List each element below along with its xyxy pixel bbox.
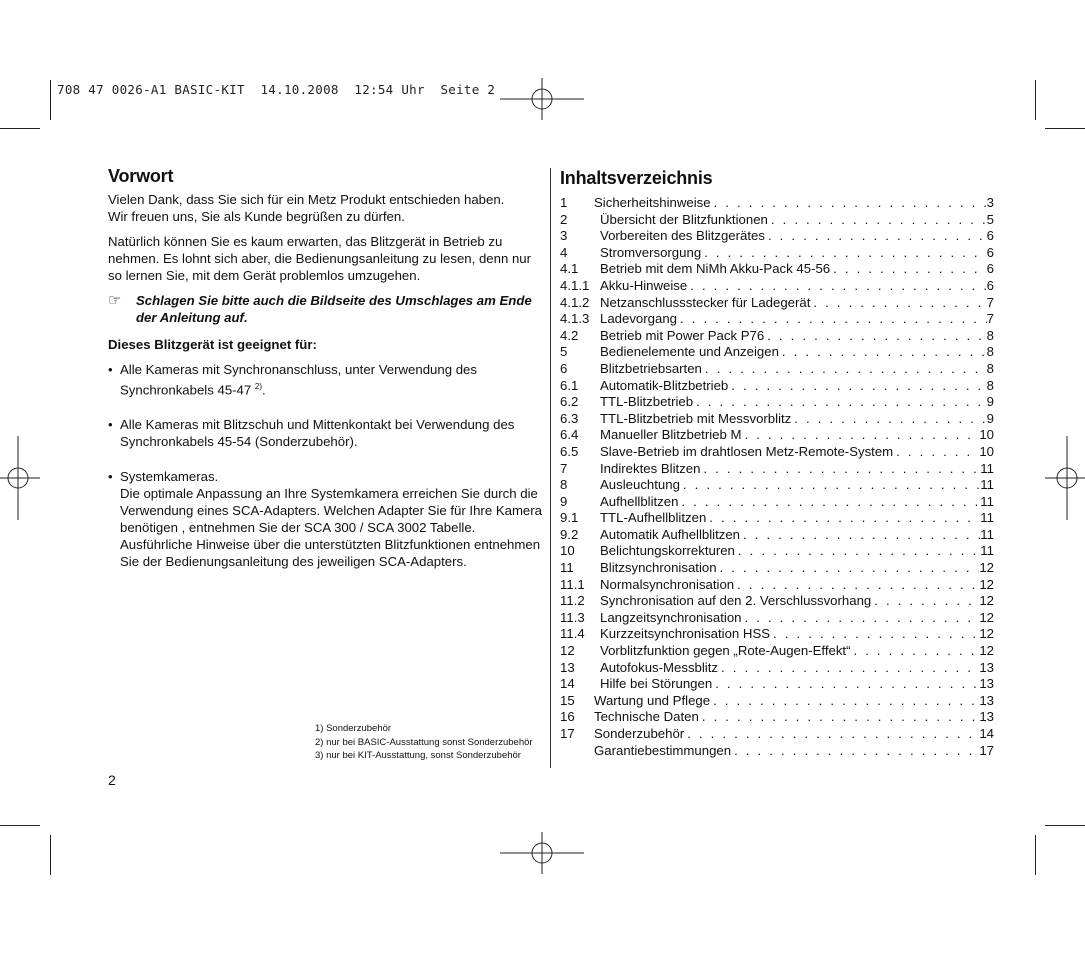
toc-entry-number bbox=[560, 743, 594, 760]
toc-entry-title: Garantiebestimmungen bbox=[594, 742, 732, 758]
toc-entry-title: Übersicht der Blitzfunktionen bbox=[600, 211, 768, 227]
toc-entry-number: 8 bbox=[560, 477, 568, 493]
toc-entry-page: 9 bbox=[986, 410, 994, 426]
toc-entry-page: 6 bbox=[986, 244, 994, 260]
toc-entry bbox=[560, 328, 994, 345]
toc-entry-number: 5 bbox=[560, 344, 568, 360]
toc-entry-page: 11 bbox=[980, 543, 994, 559]
toc-leader-dots bbox=[893, 444, 979, 461]
foreword-intro bbox=[108, 191, 544, 225]
toc-entry bbox=[560, 261, 994, 278]
toc-entry-number: 10 bbox=[560, 543, 575, 559]
crop-mark bbox=[1045, 128, 1085, 129]
toc-entry-page: 10 bbox=[979, 443, 994, 459]
toc-entry-page: 6 bbox=[986, 277, 994, 293]
footnote: 1) Sonderzubehör bbox=[315, 723, 392, 734]
crop-mark bbox=[1045, 825, 1085, 826]
toc-leader-dots bbox=[765, 228, 987, 245]
toc-entry-title: Ausleuchtung bbox=[600, 477, 680, 493]
toc-entry-number: 4.2 bbox=[560, 327, 579, 343]
toc-leader-dots bbox=[768, 212, 987, 229]
foreword-section bbox=[108, 168, 544, 570]
page-number: 2 bbox=[108, 772, 116, 788]
toc-leader-dots bbox=[718, 660, 979, 677]
toc-entry-page: 12 bbox=[979, 560, 994, 576]
toc-leader-dots bbox=[791, 411, 986, 428]
toc-entry bbox=[560, 427, 994, 444]
toc-entry-page: 8 bbox=[986, 377, 994, 393]
toc-heading: Inhaltsverzeichnis bbox=[560, 168, 713, 188]
toc-entry-title: TTL-Blitzbetrieb mit Messvorblitz bbox=[600, 410, 792, 426]
toc-entry bbox=[560, 660, 994, 677]
toc-leader-dots bbox=[731, 743, 979, 760]
toc-entry-number: 7 bbox=[560, 460, 568, 476]
toc-leader-dots bbox=[871, 593, 979, 610]
toc-entry bbox=[560, 477, 994, 494]
toc-entry-page: 6 bbox=[986, 261, 994, 277]
registration-mark-bottom bbox=[500, 832, 584, 874]
toc-leader-dots bbox=[699, 709, 979, 726]
toc-entry-number: 14 bbox=[560, 676, 575, 692]
toc-entry-page: 12 bbox=[979, 593, 994, 609]
toc-entry bbox=[560, 378, 994, 395]
toc-entry-page: 8 bbox=[986, 344, 994, 360]
toc-leader-dots bbox=[810, 295, 986, 312]
toc-entry-number: 4.1.2 bbox=[560, 294, 590, 310]
toc-entry-page: 7 bbox=[986, 311, 994, 327]
list-item: • Alle Kameras mit Synchronanschluss, unter Verwendung des Synchronkabels 45-47 $^{2)}$. bbox=[108, 362, 477, 398]
toc-entry-page: 12 bbox=[979, 609, 994, 625]
toc-entry-page: 5 bbox=[986, 211, 994, 227]
toc-leader-dots bbox=[734, 577, 979, 594]
toc-entry bbox=[560, 543, 994, 560]
toc-entry-title: Manueller Blitzbetrieb M bbox=[600, 427, 742, 443]
toc-entry-page: 9 bbox=[986, 394, 994, 410]
toc-entry-title: Vorbereiten des Blitzgerätes bbox=[600, 228, 765, 244]
foreword-heading: Vorwort bbox=[108, 166, 174, 186]
toc-entry-page: 17 bbox=[979, 742, 994, 758]
intro-line-2: Wir freuen uns, Sie als Kunde begrüßen zu dürfen. bbox=[108, 209, 405, 224]
table-of-contents bbox=[560, 168, 994, 759]
registration-mark-right bbox=[1045, 436, 1085, 520]
toc-entry bbox=[560, 212, 994, 229]
toc-entry bbox=[560, 295, 994, 312]
footnote: 2) nur bei BASIC-Ausstattung sonst Sonderzubehör bbox=[315, 736, 533, 748]
toc-entry-number: 17 bbox=[560, 726, 575, 741]
toc-entry-title: Sonderzubehör bbox=[594, 726, 685, 741]
toc-entry-page: 8 bbox=[986, 360, 994, 376]
toc-entry-number: 9.1 bbox=[560, 510, 579, 526]
bullet-text: Alle Kameras mit Synchronanschluss, unter Verwendung des Synchronkabels 45-47 bbox=[120, 362, 477, 398]
toc-entry-title: Bedienelemente und Anzeigen bbox=[600, 344, 779, 360]
toc-entry-title: Slave-Betrieb im drahtlosen Metz-Remote-System bbox=[600, 443, 894, 459]
toc-entry-number: 9 bbox=[560, 493, 568, 509]
toc-leader-dots bbox=[717, 560, 980, 577]
toc-entry-number: 2 bbox=[560, 211, 568, 227]
toc-entry-page: 7 bbox=[986, 294, 994, 310]
toc-entry bbox=[560, 693, 994, 710]
crop-mark bbox=[0, 128, 40, 129]
toc-entry-title: Blitzsynchronisation bbox=[600, 560, 717, 576]
crop-mark bbox=[50, 80, 51, 120]
toc-leader-dots bbox=[702, 361, 987, 378]
toc-entry-number: 11.1 bbox=[560, 576, 585, 592]
toc-entry-title: Wartung und Pflege bbox=[594, 692, 711, 708]
toc-entry-page: 13 bbox=[979, 659, 994, 675]
toc-entry bbox=[560, 228, 994, 245]
toc-entry-title: Automatik-Blitzbetrieb bbox=[600, 377, 729, 393]
toc-entry-number: 3 bbox=[560, 228, 568, 244]
registration-mark-top bbox=[500, 78, 584, 120]
crop-mark bbox=[1035, 80, 1036, 120]
toc-leader-dots bbox=[693, 394, 987, 411]
toc-entry-title: Ladevorgang bbox=[600, 311, 677, 327]
toc-leader-dots bbox=[678, 494, 980, 511]
toc-entry bbox=[560, 311, 994, 328]
toc-entry-number: 12 bbox=[560, 643, 575, 659]
toc-leader-dots bbox=[735, 543, 980, 560]
toc-entry bbox=[560, 560, 994, 577]
toc-entry-number: 11.3 bbox=[560, 609, 585, 625]
toc-entry-title: Indirektes Blitzen bbox=[600, 460, 701, 476]
toc-entry bbox=[560, 643, 994, 660]
footnotes bbox=[315, 722, 533, 763]
toc-entry-page: 14 bbox=[979, 726, 994, 741]
toc-entry-number: 4.1.3 bbox=[560, 311, 590, 327]
toc-entry bbox=[560, 361, 994, 378]
toc-entry bbox=[560, 411, 994, 428]
toc-leader-dots bbox=[710, 693, 979, 710]
print-slug: 708 47 0026-A1 BASIC-KIT 14.10.2008 12:54 Uhr Seite 2 bbox=[57, 82, 496, 97]
toc-entry-number: 1 bbox=[560, 195, 568, 210]
toc-entry-number: 6.5 bbox=[560, 443, 579, 459]
crop-mark bbox=[0, 825, 40, 826]
toc-leader-dots bbox=[677, 311, 987, 328]
registration-mark-left bbox=[0, 436, 40, 520]
toc-entry-number: 15 bbox=[560, 692, 575, 708]
toc-entry-page: 12 bbox=[979, 626, 994, 642]
toc-entry bbox=[560, 461, 994, 478]
foreword-paragraph: Natürlich können Sie es kaum erwarten, das Blitzgerät in Betrieb zu nehmen. Es lohnt sich aber, die Bedienungsanleitung zu lesen, denn nur so lernen Sie, mit dem Gerät problemlos umzugehen. bbox=[108, 234, 532, 283]
toc-entry-title: Autofokus-Messblitz bbox=[600, 659, 718, 675]
toc-entry-page: 11 bbox=[980, 526, 994, 542]
toc-entry-number: 13 bbox=[560, 659, 575, 675]
toc-entry-title: TTL-Aufhellblitzen bbox=[600, 510, 707, 526]
toc-entry-title: Sicherheitshinweise bbox=[594, 195, 711, 210]
toc-entry bbox=[560, 743, 994, 760]
footnote-ref: 2) bbox=[254, 382, 263, 391]
toc-entry-title: Technische Daten bbox=[594, 709, 699, 725]
toc-entry-number: 4 bbox=[560, 244, 568, 260]
toc-entry-number: 11.4 bbox=[560, 626, 585, 642]
toc-entry-title: Vorblitzfunktion gegen „Rote-Augen-Effekt“ bbox=[600, 643, 851, 659]
column-divider bbox=[550, 168, 551, 768]
toc-entry-title: Netzanschlussstecker für Ladegerät bbox=[600, 294, 811, 310]
toc-leader-dots bbox=[711, 195, 987, 212]
suitability-subheading: Dieses Blitzgerät ist geeignet für: bbox=[108, 337, 317, 352]
toc-entry-title: Belichtungskorrekturen bbox=[600, 543, 735, 559]
toc-entry-title: Aufhellblitzen bbox=[600, 493, 679, 509]
toc-entry-page: 12 bbox=[979, 576, 994, 592]
bullet-title: Systemkameras. bbox=[120, 469, 219, 485]
toc-entry-page: 3 bbox=[986, 195, 994, 210]
toc-entry bbox=[560, 278, 994, 295]
toc-leader-dots bbox=[687, 278, 986, 295]
list-item: • Alle Kameras mit Blitzschuh und Mittenkontakt bei Verwendung des Synchronkabels 45-54 (Sonderzubehör). bbox=[108, 416, 544, 450]
toc-entry-number: 11.2 bbox=[560, 593, 585, 609]
toc-entry-title: Betrieb mit dem NiMh Akku-Pack 45-56 bbox=[600, 261, 831, 277]
toc-entry-number: 6.1 bbox=[560, 377, 579, 393]
note-text: Schlagen Sie bitte auch die Bildseite des Umschlages am Ende der Anleitung auf. bbox=[136, 293, 532, 325]
toc-entry-page: 11 bbox=[980, 460, 994, 476]
toc-entry bbox=[560, 494, 994, 511]
toc-entry-title: Stromversorgung bbox=[600, 244, 702, 260]
toc-entry bbox=[560, 709, 994, 726]
toc-entry-title: Automatik Aufhellblitzen bbox=[600, 526, 741, 542]
toc-leader-dots bbox=[742, 610, 980, 627]
toc-leader-dots bbox=[700, 461, 980, 478]
toc-leader-dots bbox=[701, 245, 987, 262]
toc-entry-title: TTL-Blitzbetrieb bbox=[600, 394, 694, 410]
toc-list bbox=[560, 195, 994, 759]
toc-entry bbox=[560, 610, 994, 627]
toc-leader-dots bbox=[712, 676, 979, 693]
bullet-text: Alle Kameras mit Blitzschuh und Mittenkontakt bei Verwendung des Synchronkabels 45-54 (Sonderzubehör). bbox=[120, 417, 515, 450]
toc-entry-title: Blitzbetriebsarten bbox=[600, 360, 702, 376]
toc-leader-dots bbox=[728, 378, 986, 395]
toc-entry bbox=[560, 394, 994, 411]
toc-entry-page: 10 bbox=[979, 427, 994, 443]
toc-entry-page: 11 bbox=[980, 510, 994, 526]
toc-leader-dots bbox=[850, 643, 979, 660]
crop-mark bbox=[50, 835, 51, 875]
toc-entry-number: 6 bbox=[560, 360, 568, 376]
toc-leader-dots bbox=[770, 626, 979, 643]
toc-entry bbox=[560, 245, 994, 262]
toc-entry-number: 4.1.1 bbox=[560, 277, 590, 293]
toc-entry bbox=[560, 577, 994, 594]
toc-entry-title: Normalsynchronisation bbox=[600, 576, 735, 592]
toc-entry-page: 12 bbox=[979, 643, 994, 659]
toc-entry-title: Kurzzeitsynchronisation HSS bbox=[600, 626, 771, 642]
list-item: • Systemkameras. Die optimale Anpassung an Ihre Systemkamera erreichen Sie durch die Verwendung eines SCA-Adapters. Welchen Adapter Sie für Ihre Kamera benötigen , entnehmen Sie der SCA 300 / SCA 3002 Tabelle. Ausführliche Hinweise über die unterstützten Blitzfunktionen entnehmen Sie der Bedienungsanleitung des jeweiligen SCA-Adapters. bbox=[108, 469, 542, 570]
toc-entry bbox=[560, 444, 994, 461]
toc-entry bbox=[560, 527, 994, 544]
toc-entry bbox=[560, 726, 994, 743]
toc-entry-title: Hilfe bei Störungen bbox=[600, 676, 713, 692]
toc-entry-number: 6.4 bbox=[560, 427, 579, 443]
toc-entry-number: 16 bbox=[560, 709, 575, 725]
toc-leader-dots bbox=[779, 344, 987, 361]
toc-leader-dots bbox=[706, 510, 980, 527]
toc-leader-dots bbox=[741, 427, 979, 444]
toc-entry-number: 9.2 bbox=[560, 526, 579, 542]
toc-leader-dots bbox=[830, 261, 987, 278]
toc-entry-number: 6.3 bbox=[560, 410, 579, 426]
toc-entry-number: 11 bbox=[560, 560, 574, 576]
toc-entry bbox=[560, 195, 994, 212]
toc-entry bbox=[560, 510, 994, 527]
toc-entry-title: Synchronisation auf den 2. Verschlussvorhang bbox=[600, 593, 872, 609]
toc-entry bbox=[560, 593, 994, 610]
toc-entry-page: 8 bbox=[986, 327, 994, 343]
toc-entry-page: 13 bbox=[979, 692, 994, 708]
toc-leader-dots bbox=[680, 477, 980, 494]
toc-entry-page: 13 bbox=[979, 709, 994, 725]
toc-entry-page: 11 bbox=[980, 493, 994, 509]
toc-leader-dots bbox=[740, 527, 980, 544]
toc-entry-page: 6 bbox=[986, 228, 994, 244]
pointing-hand-icon: ☞ bbox=[108, 292, 122, 309]
toc-leader-dots bbox=[764, 328, 986, 345]
note-block bbox=[108, 292, 544, 326]
toc-entry-title: Langzeitsynchronisation bbox=[600, 609, 742, 625]
intro-line-1: Vielen Dank, dass Sie sich für ein Metz Produkt entschieden haben. bbox=[108, 192, 505, 207]
bullet-text: Die optimale Anpassung an Ihre Systemkamera erreichen Sie durch die Verwendung eines SCA-Adapters. Welchen Adapter Sie für Ihre Kamera benötigen , entnehmen Sie der SCA 300 / SCA 3002 Tabelle. Ausführliche Hinweise über die unterstützten Blitzfunktionen entnehmen Sie der Bedienungsanleitung des jeweiligen SCA-Adapters. bbox=[120, 486, 542, 570]
toc-entry-page: 11 bbox=[980, 477, 994, 493]
crop-mark bbox=[1035, 835, 1036, 875]
footnote: 3) nur bei KIT-Ausstattung, sonst Sonderzubehör bbox=[315, 750, 521, 761]
toc-entry bbox=[560, 344, 994, 361]
toc-entry bbox=[560, 676, 994, 693]
toc-entry-page: 13 bbox=[979, 676, 994, 692]
toc-entry bbox=[560, 626, 994, 643]
toc-entry-title: Betrieb mit Power Pack P76 bbox=[600, 327, 765, 343]
toc-entry-title: Akku-Hinweise bbox=[600, 277, 688, 293]
toc-entry-number: 4.1 bbox=[560, 261, 579, 277]
toc-entry-number: 6.2 bbox=[560, 394, 579, 410]
toc-leader-dots bbox=[684, 726, 979, 743]
